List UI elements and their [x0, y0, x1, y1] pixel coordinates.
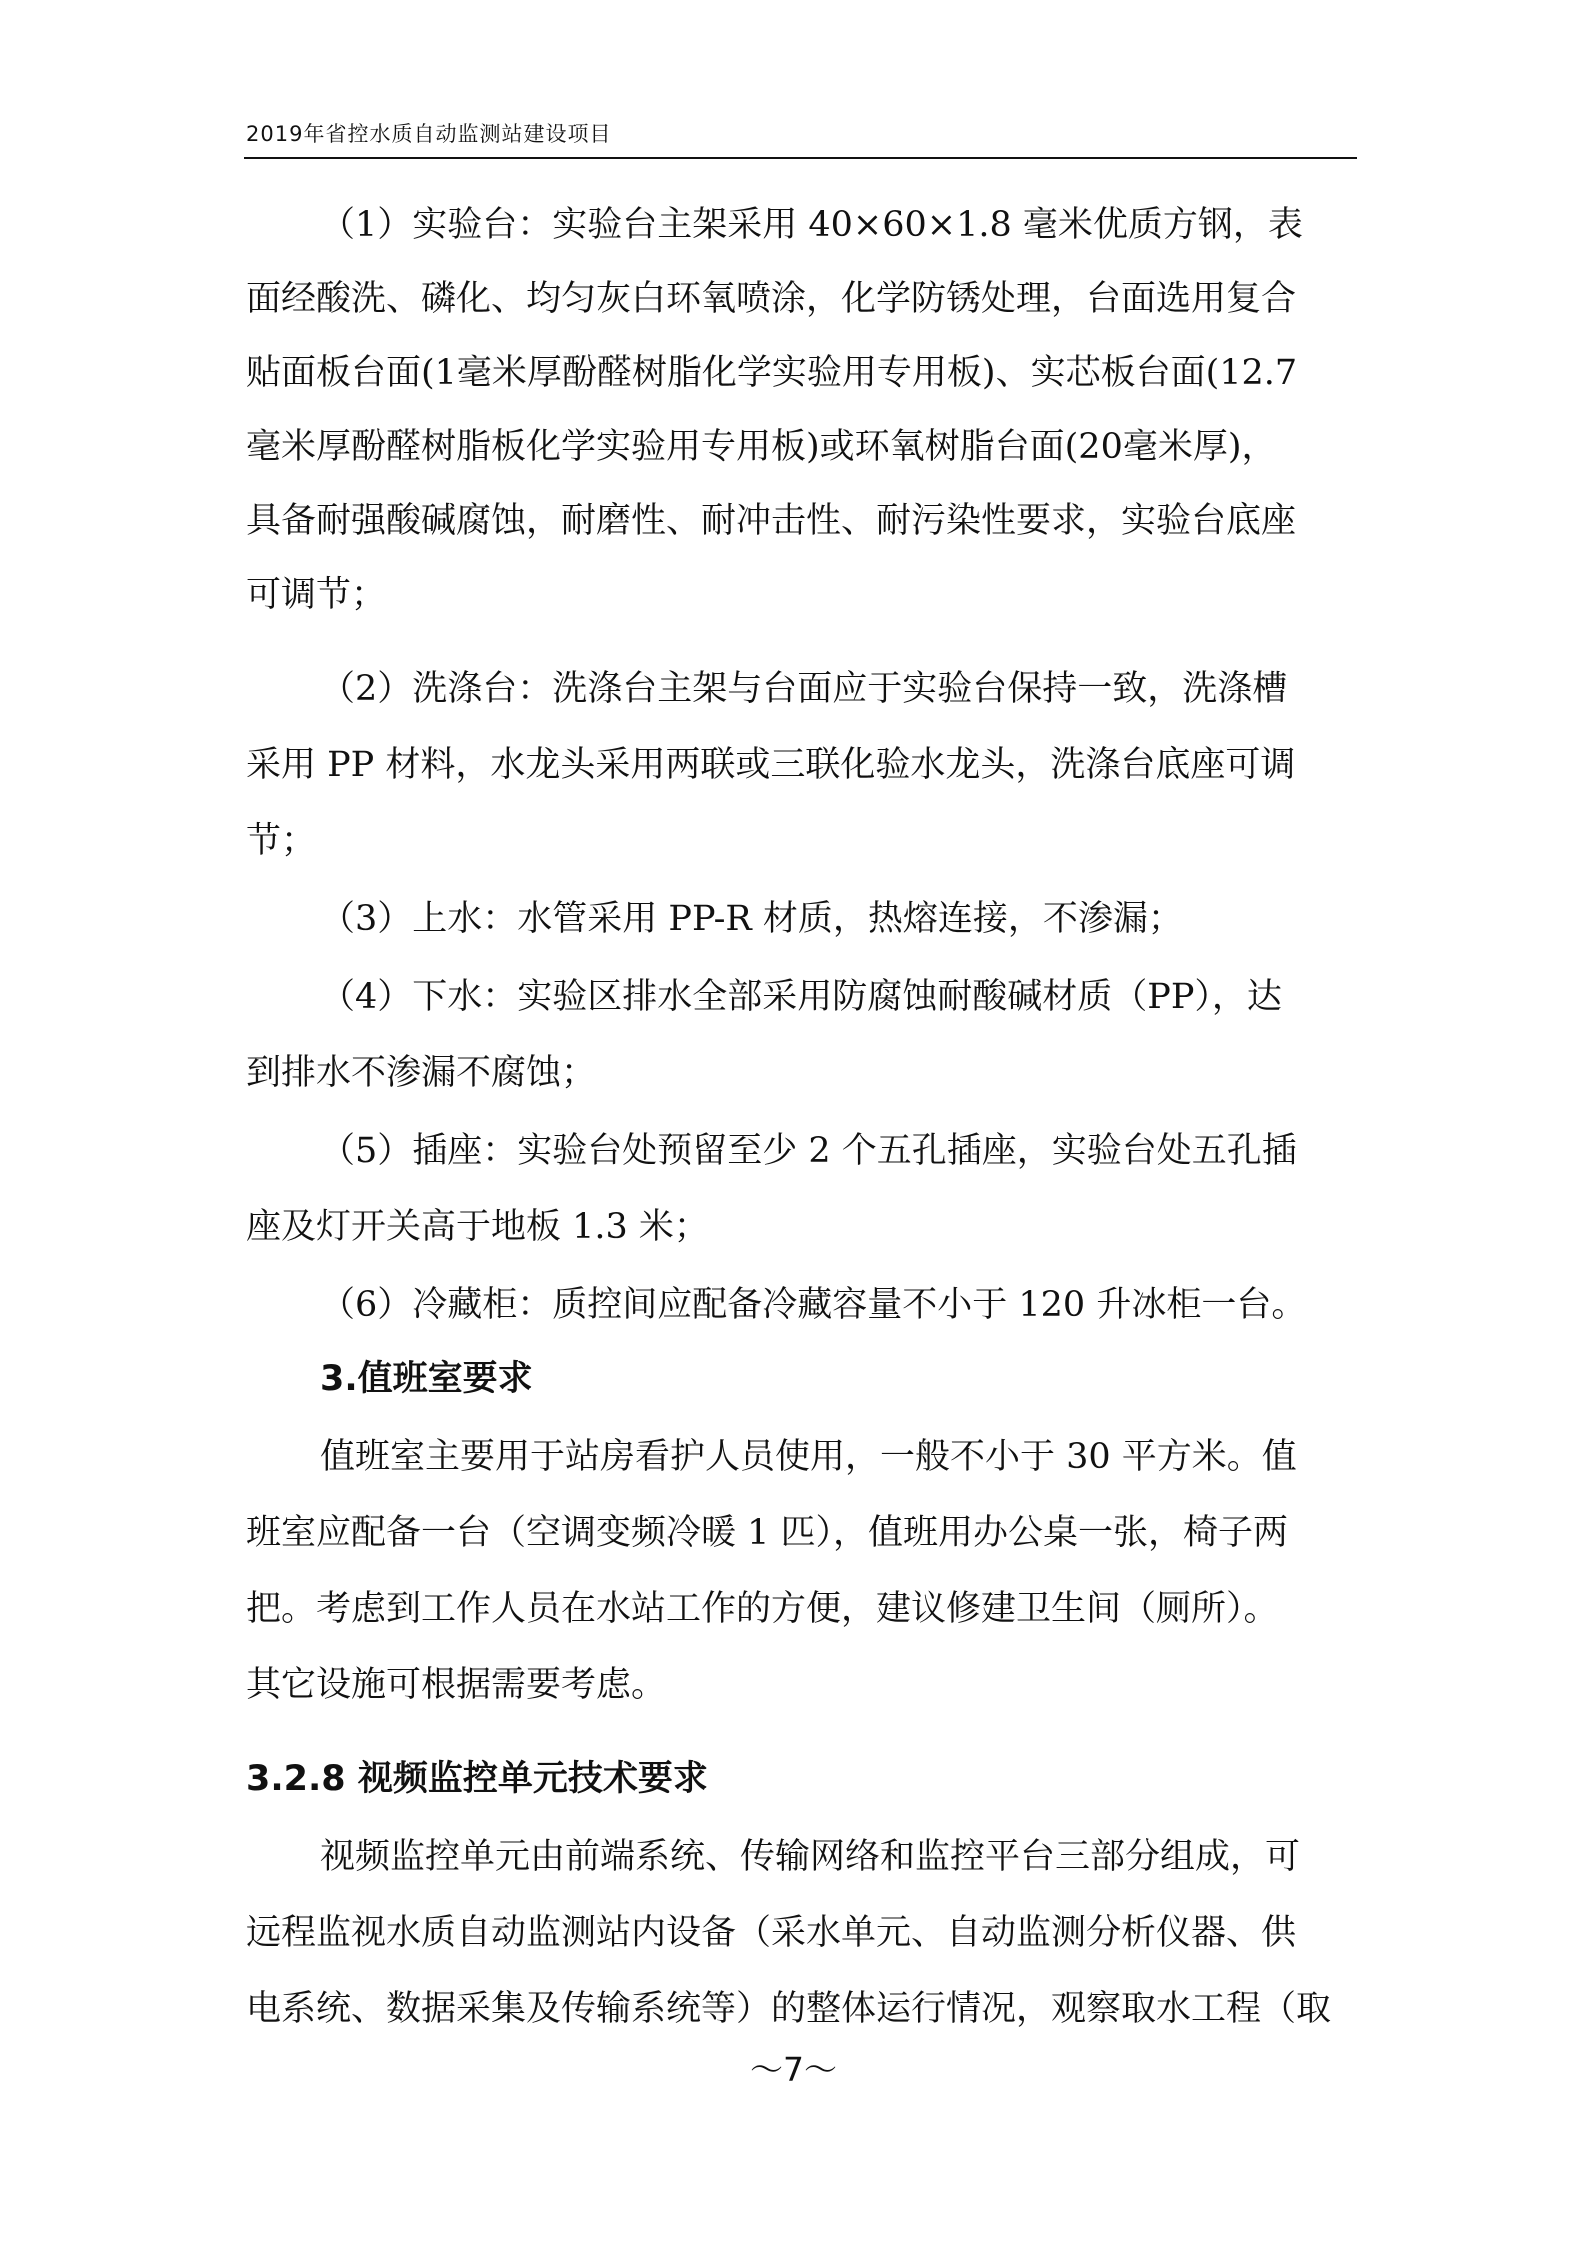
- para-line: 视频监控单元由前端系统、传输网络和监控平台三部分组成，可: [320, 1837, 1301, 1877]
- para-line: 毫米厚酚醛树脂板化学实验用专用板)或环氧树脂台面(20毫米厚)，: [246, 427, 1277, 467]
- para-line: 电系统、数据采集及传输系统等）的整体运行情况，观察取水工程（取: [246, 1989, 1332, 2029]
- running-header: 2019年省控水质自动监测站建设项目: [246, 122, 612, 146]
- para-line: 值班室主要用于站房看护人员使用，一般不小于 30 平方米。值: [320, 1437, 1297, 1477]
- section-heading: 3.值班室要求: [320, 1359, 533, 1399]
- para-line: 可调节；: [246, 575, 387, 615]
- para-line: 贴面板台面(1毫米厚酚醛树脂化学实验用专用板)、实芯板台面(12.7: [246, 353, 1298, 393]
- para-line: （2）洗涤台：洗涤台主架与台面应于实验台保持一致，洗涤槽: [320, 669, 1288, 709]
- para-line: 采用 PP 材料，水龙头采用两联或三联化验水龙头，洗涤台底座可调: [246, 745, 1296, 785]
- para-line: 班室应配备一台（空调变频冷暖 1 匹），值班用办公桌一张，椅子两: [246, 1513, 1289, 1553]
- para-line: （3）上水：水管采用 PP-R 材质，热熔连接，不渗漏；: [320, 899, 1183, 939]
- para-line: （6）冷藏柜：质控间应配备冷藏容量不小于 120 升冰柜一台。: [320, 1285, 1307, 1325]
- para-line: 节；: [246, 821, 317, 861]
- para-line: 具备耐强酸碱腐蚀，耐磨性、耐冲击性、耐污染性要求，实验台底座: [246, 501, 1297, 541]
- page-number: ～7～: [750, 2050, 837, 2089]
- para-line: 其它设施可根据需要考虑。: [246, 1665, 667, 1705]
- para-line: 远程监视水质自动监测站内设备（采水单元、自动监测分析仪器、供: [246, 1913, 1297, 1953]
- section-heading: 3.2.8 视频监控单元技术要求: [246, 1759, 708, 1799]
- para-line: 面经酸洗、磷化、均匀灰白环氧喷涂，化学防锈处理，台面选用复合: [246, 279, 1297, 319]
- para-line: （4）下水：实验区排水全部采用防腐蚀耐酸碱材质（PP），达: [320, 977, 1282, 1017]
- para-line: 座及灯开关高于地板 1.3 米；: [246, 1207, 709, 1247]
- header-rule: [244, 157, 1357, 159]
- para-line: （1）实验台：实验台主架采用 40×60×1.8 毫米优质方钢，表: [320, 205, 1303, 245]
- para-line: （5）插座：实验台处预留至少 2 个五孔插座，实验台处五孔插: [320, 1131, 1297, 1171]
- para-line: 把。考虑到工作人员在水站工作的方便，建议修建卫生间（厕所）。: [246, 1589, 1279, 1629]
- para-line: 到排水不渗漏不腐蚀；: [246, 1053, 597, 1093]
